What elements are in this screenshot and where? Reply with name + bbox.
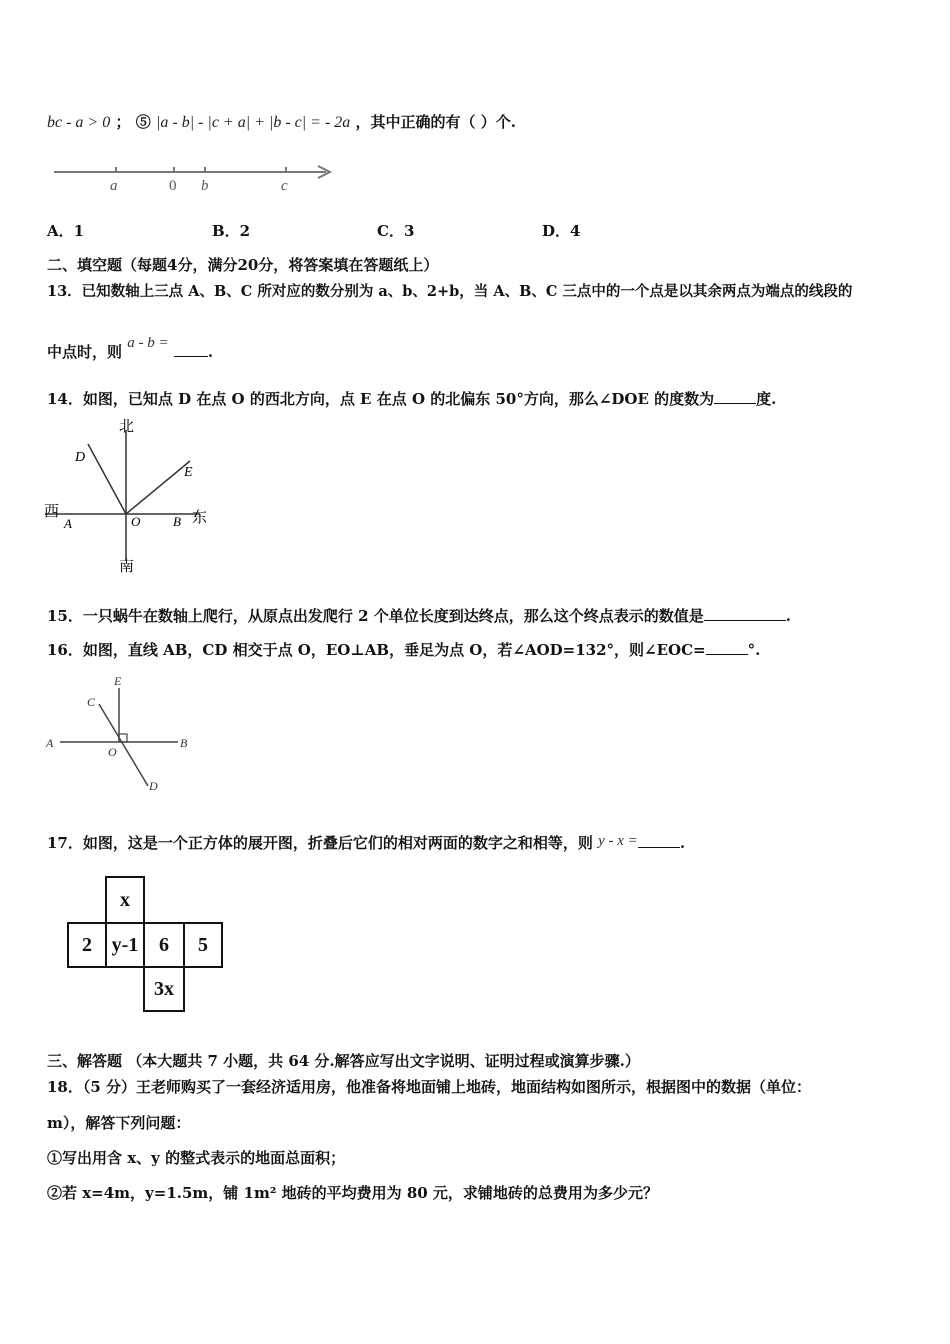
q12-condition-line: [47, 112, 516, 133]
q15-answer-blank[interactable]: [704, 606, 786, 621]
q14-label-o: O: [131, 514, 141, 529]
q13-suffix: .: [207, 343, 214, 361]
q16-text: [47, 640, 760, 660]
q12-number-line: [50, 160, 340, 196]
q14-compass-figure: [40, 416, 220, 576]
cube-cell-row-1: 2: [67, 922, 107, 968]
q12-option-b: B．2: [212, 222, 251, 240]
q15-suffix: .: [785, 607, 791, 625]
numberline-label-0: 0: [169, 178, 177, 194]
q13-prefix: 中点时，则: [47, 343, 123, 361]
q14-suffix: 度.: [756, 390, 777, 408]
q14-label-a: A: [64, 516, 72, 531]
q16-label-c: C: [87, 695, 96, 709]
cube-cell-row-4: 5: [183, 922, 223, 968]
q14-answer-blank[interactable]: [714, 389, 756, 404]
q16-answer-blank[interactable]: [706, 640, 748, 655]
q13-answer-blank[interactable]: [174, 342, 208, 357]
q14-label-e: E: [184, 465, 193, 480]
cube-cell-top: x: [105, 876, 145, 924]
q14-label-west: 西: [44, 504, 60, 520]
q15-body: 15．一只蜗牛在数轴上爬行，从原点出发爬行 2 个单位长度到达终点，那么这个终点表示的数值是: [47, 607, 704, 625]
numberline-label-c: c: [281, 178, 288, 194]
section2-heading: 二、填空题（每题4分，满分20分，将答案填在答题纸上）: [47, 256, 439, 274]
q17-text: [47, 833, 685, 854]
q13-line2: [47, 335, 214, 363]
q17-expr: y - x =: [598, 833, 638, 849]
q13-expr: a - b =: [127, 335, 169, 351]
q12-tail: ，其中正确的有（ ）个.: [355, 113, 516, 131]
numberline-label-a: a: [110, 178, 118, 194]
q12-circle-five: ⑤: [135, 113, 151, 131]
q14-label-east: 东: [192, 510, 208, 526]
q16-body: 16．如图，直线 AB，CD 相交于点 O，EO⊥AB，垂足为点 O，若∠AOD=132°，则∠EOC=: [47, 641, 706, 659]
q16-intersect-figure: [40, 672, 200, 800]
q17-answer-blank[interactable]: [638, 833, 680, 848]
q14-label-north: 北: [119, 419, 135, 435]
cube-cell-row-3: 6: [143, 922, 185, 968]
q16-suffix: °.: [747, 641, 761, 659]
q17-suffix: .: [679, 834, 686, 852]
q17-body: 17．如图，这是一个正方体的展开图，折叠后它们的相对两面的数字之和相等，则: [47, 834, 593, 852]
q12-expr-b: |a - b| - |c + a| + |b - c| = - 2a: [155, 114, 351, 131]
q16-label-b: B: [180, 736, 188, 750]
q18-line1: 18．（5 分）王老师购买了一套经济适用房，他准备将地面铺上地砖，地面结构如图所示，根据图中的数据（单位：: [47, 1078, 812, 1096]
q12-expr-a: bc - a > 0: [47, 114, 111, 131]
q16-label-e: E: [114, 674, 122, 688]
q13-line1: 13．已知数轴上三点 A、B、C 所对应的数分别为 a、b、2+b，当 A、B、C 三点中的一个点是以其余两点为端点的线段的: [47, 283, 853, 300]
cube-cell-bottom: 3x: [143, 966, 185, 1012]
q14-prefix: 14．如图，已知点 D 在点 O 的西北方向，点 E 在点 O 的北偏东 50°方向，那么∠DOE 的度数为: [47, 390, 715, 408]
q18-line4: ②若 x=4m，y=1.5m，铺 1m² 地砖的平均费用为 80 元，求铺地砖的总费用为多少元？: [47, 1184, 658, 1202]
q15-text: [47, 606, 791, 626]
q12-option-c: C．3: [377, 222, 415, 240]
numberline-label-b: b: [201, 178, 209, 194]
q18-line3: ①写出用含 x、y 的整式表示的地面总面积；: [47, 1149, 346, 1167]
section3-heading: 三、解答题 （本大题共 7 小题，共 64 分.解答应写出文字说明、证明过程或演算步骤.）: [47, 1052, 640, 1070]
q14-label-south: 南: [119, 559, 135, 575]
q16-label-d: D: [149, 779, 158, 793]
q16-label-o: O: [108, 745, 117, 759]
q14-text: [47, 389, 776, 409]
q16-label-a: A: [46, 736, 54, 750]
q18-line2: m），解答下列问题：: [47, 1114, 191, 1132]
q12-option-d: D．4: [542, 222, 581, 240]
q12-separator: ；: [115, 113, 131, 131]
q14-label-b: B: [173, 514, 181, 529]
q12-option-a: A．1: [47, 222, 85, 240]
q14-label-d: D: [75, 450, 86, 465]
cube-cell-row-2: y-1: [105, 922, 145, 968]
